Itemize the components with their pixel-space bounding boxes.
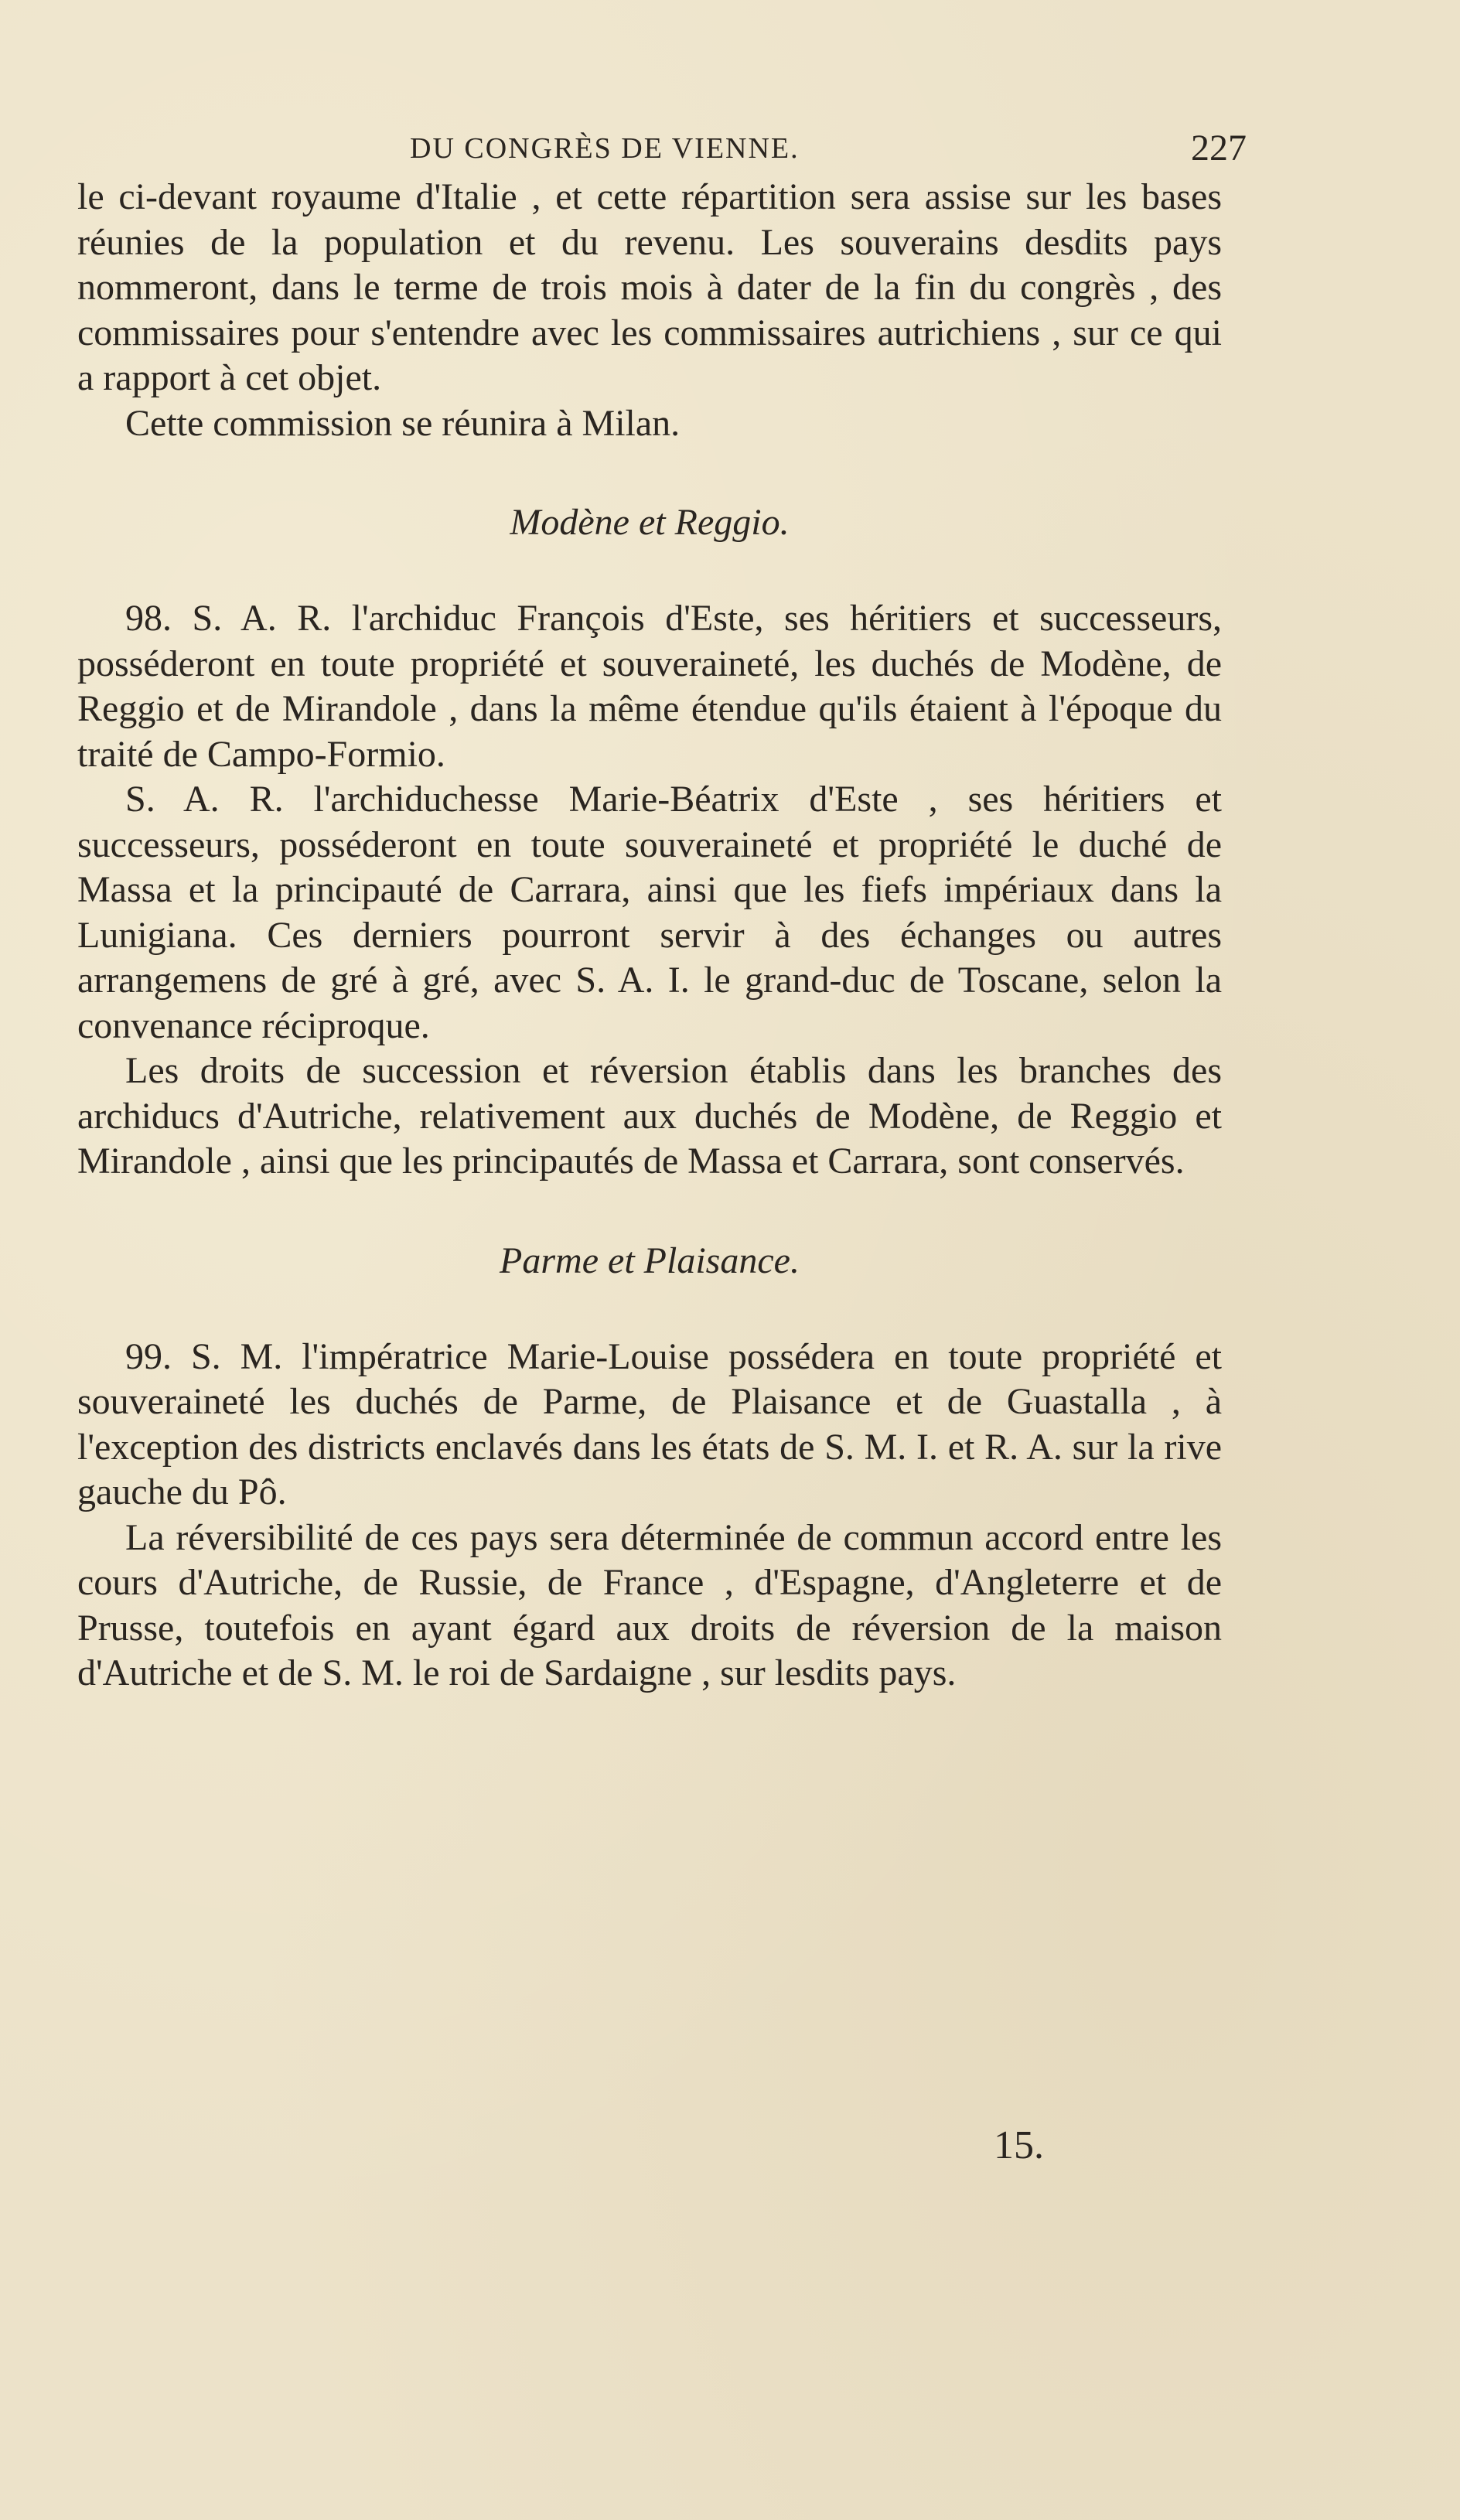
paragraph-article-99: 99. S. M. l'impératrice Marie-Louise possédera en toute propriété et souveraineté les duchés de Parme, de Plaisance et de Guastalla , à l'exception des districts enclavés dans les états de S. M. I. et R. A. sur la rive gauche du Pô. xyxy=(77,1335,1222,1512)
running-title: DU CONGRÈS DE VIENNE. xyxy=(410,132,800,165)
section-modene xyxy=(77,500,1222,1185)
intro-block xyxy=(77,175,1222,446)
page-number: 227 xyxy=(1191,128,1247,169)
paragraph-article-98: 98. S. A. R. l'archiduc François d'Este, ses héritiers et successeurs, posséderont en toute propriété et souveraineté, les duchés de Modène, de Reggio et de Mirandole , dans la même étendue qu'ils étaient à l'époque du traité de Campo-Formio. xyxy=(77,598,1222,775)
paragraph-succession: Les droits de succession et réversion établis dans les branches des archiducs d'Autriche, relativement aux duchés de Modène, de Reggio et Mirandole , ainsi que les principautés de Massa et Carrara, sont conservés. xyxy=(77,1050,1222,1182)
running-head xyxy=(77,116,1247,170)
paragraph-reversibilite: La réversibilité de ces pays sera déterminée de commun accord entre les cours d'Autriche, de Russie, de France , d'Espagne, d'Angleterre et de Prusse, toutefois en ayant égard aux droits de réversion de la maison d'Autriche et de S. M. le roi de Sardaigne , sur lesdits pays. xyxy=(77,1516,1222,1693)
paragraph-marie-beatrix: S. A. R. l'archiduchesse Marie-Béatrix d'Este , ses héritiers et successeurs, posséderont en toute souveraineté et propriété le duché de Massa et la principauté de Carrara, ainsi que les fiefs impériaux dans la Lunigiana. Ces derniers pourront servir à des échanges ou autres arrangemens de gré à gré, avec S. A. I. le grand-duc de Toscane, selon la convenance réciproque. xyxy=(77,779,1222,1046)
section-title-parme: Parme et Plaisance. xyxy=(500,1240,800,1281)
section-parme xyxy=(77,1239,1222,1696)
paragraph-continuation: le ci-devant royaume d'Italie , et cette répartition sera assise sur les bases réunies de la population et du revenu. Les souverains desdits pays nommeront, dans le terme de trois mois à dater de la fin du congrès , des commissaires pour s'entendre avec les commissaires autrichiens , sur ce qui a rapport à cet objet. xyxy=(77,176,1222,398)
signature-mark: 15. xyxy=(994,2123,1044,2167)
paragraph-milan: Cette commission se réunira à Milan. xyxy=(125,402,681,444)
section-title-modene: Modène et Reggio. xyxy=(510,502,790,543)
book-page xyxy=(77,116,1247,1696)
